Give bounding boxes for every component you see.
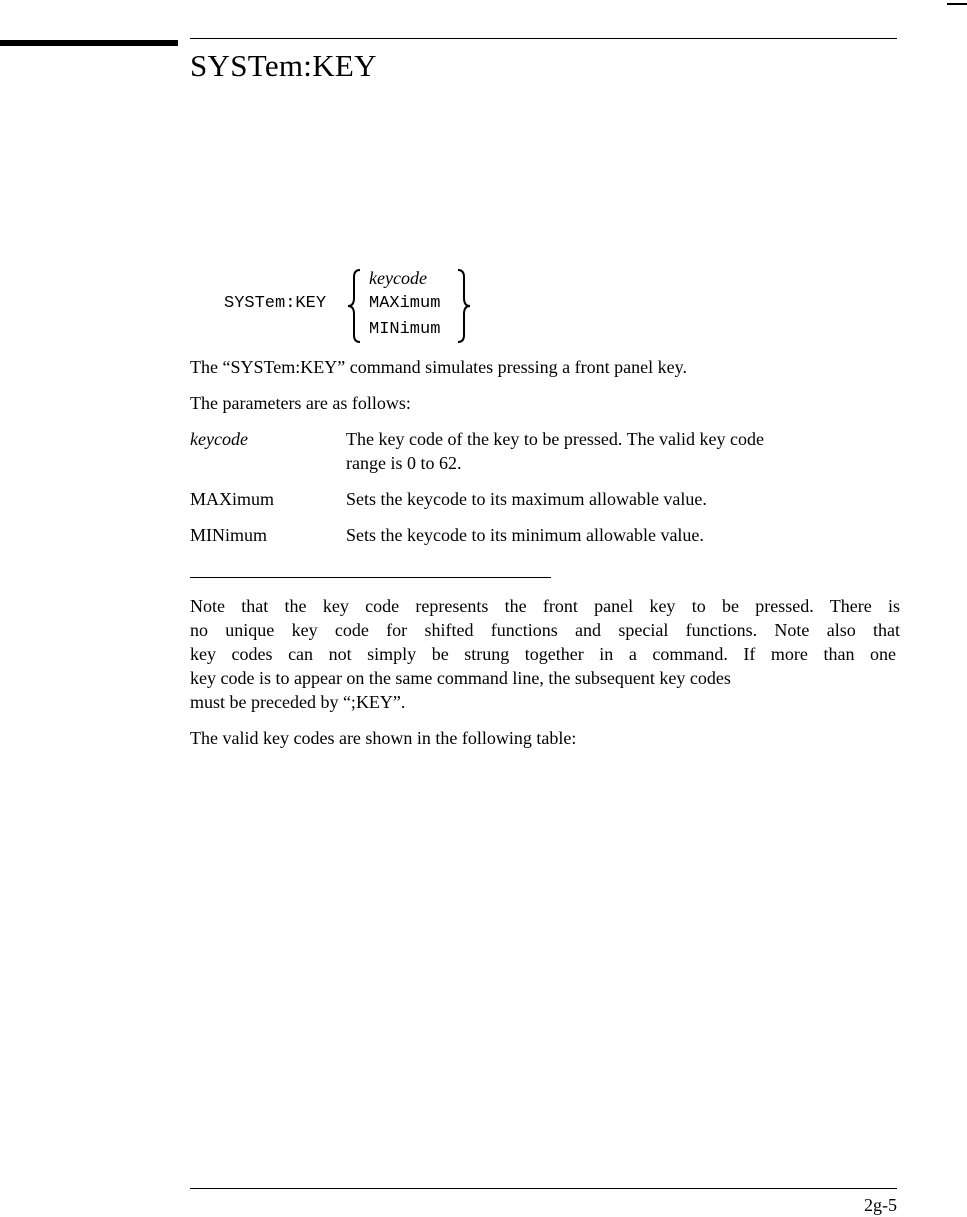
note-line: must be preceded by “;KEY”. bbox=[190, 692, 406, 712]
parameters-intro: The parameters are as follows: bbox=[190, 393, 411, 413]
command-description: The “SYSTem:KEY” command simulates pressing a front panel key. bbox=[190, 357, 687, 377]
param-desc-keycode-line2: range is 0 to 62. bbox=[346, 453, 462, 473]
note-line: Note that the key code represents the front panel key to be pressed. There is bbox=[190, 596, 900, 616]
footer-rule bbox=[190, 1188, 897, 1189]
param-name-maximum: MAXimum bbox=[190, 489, 275, 509]
header-thin-rule bbox=[190, 38, 897, 39]
syntax-option-minimum: MINimum bbox=[369, 320, 441, 339]
param-desc-maximum: Sets the keycode to its maximum allowable value. bbox=[346, 489, 707, 509]
note-line: key code is to appear on the same command line, the subsequent key codes bbox=[190, 668, 731, 688]
note-line: no unique key code for shifted functions and special functions. Note also that bbox=[190, 620, 900, 640]
syntax-option-maximum: MAXimum bbox=[369, 294, 441, 313]
page-number: 2g-5 bbox=[864, 1195, 897, 1215]
syntax-option-keycode: keycode bbox=[369, 268, 427, 288]
param-name-minimum: MINimum bbox=[190, 525, 268, 545]
page-title: SYSTem:KEY bbox=[190, 48, 377, 83]
syntax-command: SYSTem:KEY bbox=[224, 294, 327, 313]
param-desc-keycode-line1: The key code of the key to be pressed. The valid key code bbox=[346, 429, 765, 449]
syntax-diagram bbox=[224, 268, 484, 344]
note-paragraph bbox=[190, 594, 900, 714]
note-line: key codes can not simply be strung together in a command. If more than one bbox=[190, 644, 896, 664]
corner-mark bbox=[947, 3, 967, 5]
param-desc-minimum: Sets the keycode to its minimum allowable value. bbox=[346, 525, 704, 545]
note-separator bbox=[190, 577, 551, 578]
header-thick-rule bbox=[0, 40, 178, 46]
table-intro: The valid key codes are shown in the following table: bbox=[190, 728, 577, 748]
brace-icon bbox=[224, 268, 484, 344]
param-name-keycode: keycode bbox=[190, 429, 248, 449]
